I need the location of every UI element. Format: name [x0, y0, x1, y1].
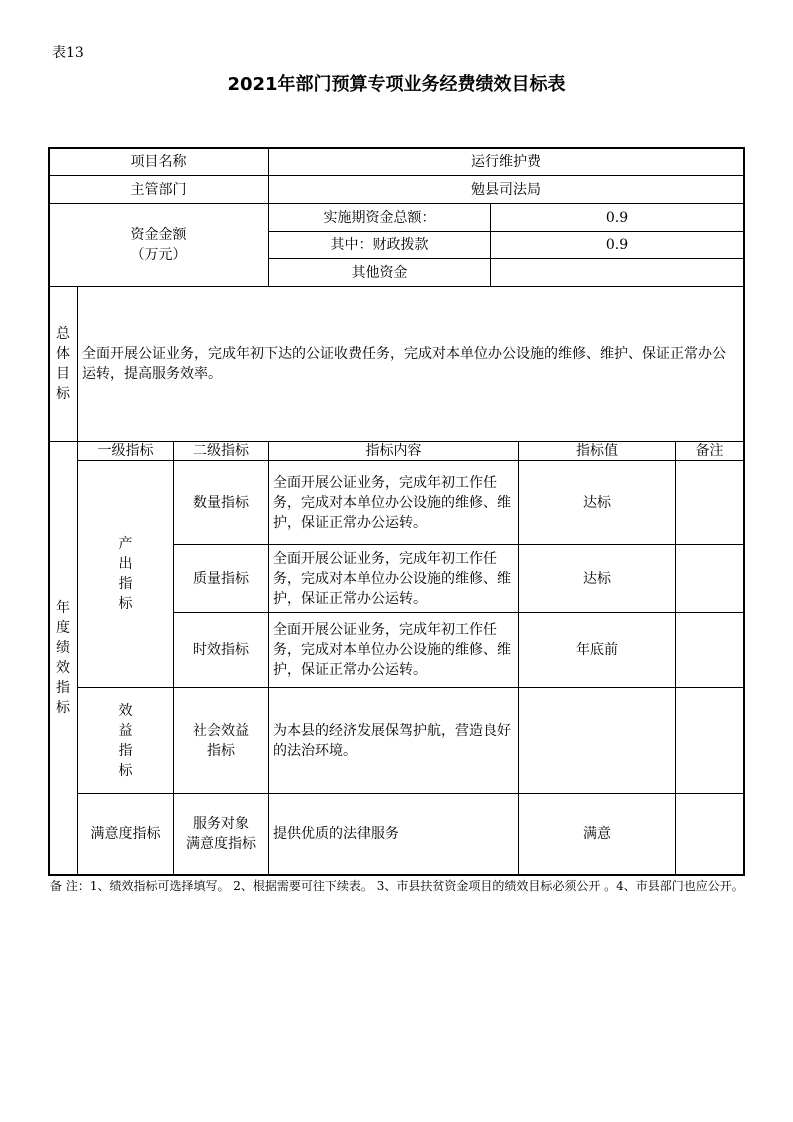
header-level2: 二级指标 — [193, 443, 249, 459]
funds-total-label: 实施期资金总额： — [323, 209, 436, 226]
annual-indicators-label: 年 度 绩 效 指 标 — [56, 600, 70, 716]
indicator-service-satisfaction-remark — [676, 794, 743, 874]
page-title: 2021年部门预算专项业务经费绩效目标表 — [227, 74, 566, 95]
overall-goal-label: 总 体 目 标 — [56, 326, 70, 402]
project-name-value: 运行维护费 — [471, 153, 541, 170]
footnote: 备 注：1、绩效指标可选择填写。 2、根据需要可往下续表。 3、市县扶贫资金项目的绩效目标必须公开 。4、市县部门也应公开。 — [50, 879, 744, 893]
indicator-quantity-remark — [676, 461, 743, 544]
funds-fiscal-label: 其中：财政拨款 — [330, 237, 429, 253]
indicator-quantity-content: 全面开展公证业务，完成年初工作任务，完成对本单位办公设施的维修、维护，保证正常办公运转。 — [273, 474, 511, 531]
indicator-service-satisfaction-value: 满意 — [583, 826, 611, 842]
department-value: 勉县司法局 — [471, 181, 541, 198]
indicator-service-satisfaction-name: 服务对象 满意度指标 — [186, 816, 256, 852]
indicator-timeliness-value: 年底前 — [576, 642, 618, 658]
indicator-social-benefit-name: 社会效益 指标 — [193, 722, 249, 759]
indicator-quality-content: 全面开展公证业务，完成年初工作任务，完成对本单位办公设施的维修、维护，保证正常办公运转。 — [273, 550, 511, 607]
indicator-social-benefit-value — [519, 688, 675, 793]
satisfaction-indicators-label: 满意度指标 — [90, 826, 161, 842]
header-content: 指标内容 — [365, 443, 422, 459]
indicator-timeliness-name: 时效指标 — [193, 642, 249, 658]
indicator-quality-value: 达标 — [583, 570, 611, 587]
indicator-quantity-name: 数量指标 — [193, 494, 249, 511]
funds-other-value — [491, 259, 743, 286]
output-indicators-label: 产 出 指 标 — [118, 536, 133, 612]
funds-other-label: 其他资金 — [351, 264, 408, 281]
department-label: 主管部门 — [130, 181, 187, 198]
overall-goal-text: 全面开展公证业务，完成年初下达的公证收费任务，完成对本单位办公设施的维修、维护、保证正常办公运转，提高服务效率。 — [82, 346, 726, 382]
funds-label: 资金金额 （万元） — [130, 227, 187, 263]
header-value: 指标值 — [576, 443, 618, 459]
funds-fiscal-value: 0.9 — [605, 237, 629, 253]
indicator-timeliness-remark — [676, 613, 743, 687]
benefit-indicators-label: 效 益 指 标 — [118, 702, 133, 779]
header-level1: 一级指标 — [97, 443, 154, 459]
table-number-label: 表13 — [52, 45, 84, 61]
indicator-service-satisfaction-content: 提供优质的法律服务 — [273, 826, 399, 842]
indicator-social-benefit-remark — [676, 688, 743, 793]
indicator-quality-remark — [676, 545, 743, 612]
header-remark: 备注 — [695, 443, 724, 459]
project-name-label: 项目名称 — [130, 153, 187, 170]
indicator-quality-name: 质量指标 — [193, 570, 249, 587]
funds-total-value: 0.9 — [605, 209, 629, 226]
indicator-timeliness-content: 全面开展公证业务，完成年初工作任务，完成对本单位办公设施的维修、维护，保证正常办公运转。 — [273, 622, 511, 678]
indicator-quantity-value: 达标 — [583, 494, 611, 511]
indicator-social-benefit-content: 为本县的经济发展保驾护航，营造良好的法治环境。 — [273, 722, 511, 759]
